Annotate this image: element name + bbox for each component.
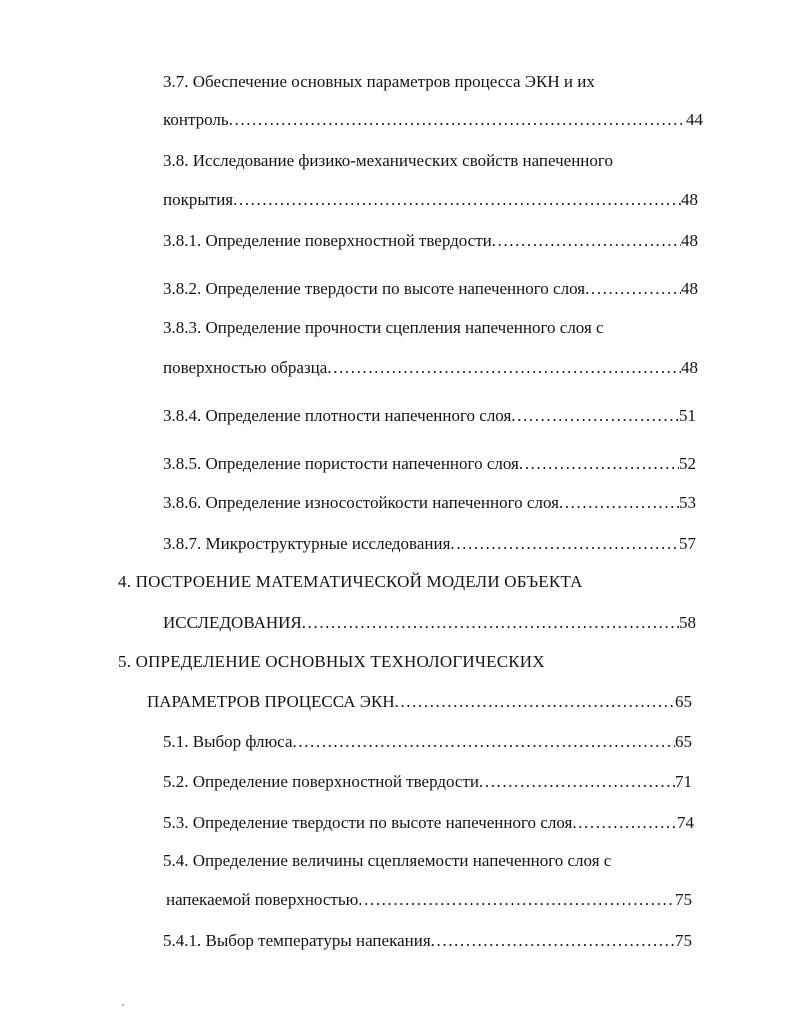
toc-chapter-4[interactable]	[163, 611, 696, 635]
toc-entry-5-2[interactable]	[163, 770, 692, 794]
toc-entry-text: 5.4.1. Выбор температуры напекания	[163, 931, 431, 950]
toc-page-number: 75	[675, 931, 692, 950]
toc-entry-3-8-3[interactable]	[163, 356, 698, 380]
toc-page-number: 71	[675, 772, 692, 791]
toc-entry-5-4-title: 5.4. Определение величины сцепляемости напеченного слоя с	[163, 851, 612, 870]
toc-entry-text: 3.8.4. Определение плотности напеченного слоя	[163, 406, 512, 425]
toc-entry-3-8-title: 3.8. Исследование физико-механических свойств напеченного	[163, 151, 613, 170]
toc-entry-3-8-3-title: 3.8.3. Определение прочности сцепления напеченного слоя с	[163, 318, 604, 337]
toc-entry-text: 5.2. Определение поверхностной твердости	[163, 772, 479, 791]
toc-entry-3-8-1[interactable]	[163, 229, 698, 253]
toc-page-number: 65	[675, 692, 692, 711]
toc-entry-text: напекаемой поверхностью	[166, 890, 359, 909]
toc-chapter-4-title: 4. ПОСТРОЕНИЕ МАТЕМАТИЧЕСКОЙ МОДЕЛИ ОБЪЕКТА	[118, 572, 583, 591]
scan-speck	[122, 1004, 124, 1006]
toc-entry-text: контроль	[163, 110, 229, 129]
dot-leader	[358, 888, 675, 912]
dot-leader	[559, 491, 679, 515]
toc-entry-3-8-4[interactable]	[163, 404, 696, 428]
toc-entry-text: ПАРАМЕТРОВ ПРОЦЕССА ЭКН	[147, 692, 395, 711]
dot-leader	[233, 188, 681, 212]
dot-leader	[572, 811, 677, 835]
toc-entry-3-7[interactable]	[163, 108, 703, 132]
toc-page-number: 51	[679, 406, 696, 425]
dot-leader	[302, 611, 679, 635]
toc-entry-3-7-title: 3.7. Обеспечение основных параметров процесса ЭКН и их	[163, 72, 595, 91]
dot-leader	[292, 730, 675, 754]
dot-leader	[450, 532, 679, 556]
toc-page-number: 65	[675, 732, 692, 751]
toc-page-number: 48	[681, 279, 698, 298]
toc-entry-text: 3.8.1. Определение поверхностной твердости	[163, 231, 492, 250]
toc-page-number: 52	[679, 454, 696, 473]
dot-leader	[479, 770, 675, 794]
dot-leader	[519, 452, 679, 476]
toc-page-number: 74	[677, 813, 694, 832]
toc-page-number: 48	[681, 358, 698, 377]
toc-page-number: 75	[675, 890, 692, 909]
toc-entry-text: 3.8.6. Определение износостойкости напеченного слоя	[163, 493, 559, 512]
toc-entry-text: покрытия	[163, 190, 234, 209]
toc-entry-3-8[interactable]	[163, 188, 698, 212]
toc-page-number: 44	[686, 110, 703, 129]
toc-entry-text: 3.8.2. Определение твердости по высоте напеченного слоя	[163, 279, 586, 298]
toc-entry-text: 5.1. Выбор флюса	[163, 732, 293, 751]
toc-page-number: 57	[679, 534, 696, 553]
toc-entry-5-1[interactable]	[163, 730, 692, 754]
toc-entry-3-8-7[interactable]	[163, 532, 696, 556]
dot-leader	[511, 404, 679, 428]
toc-page-number: 48	[681, 190, 698, 209]
toc-entry-3-8-5[interactable]	[163, 452, 696, 476]
toc-entry-5-4[interactable]	[166, 888, 692, 912]
toc-page-number: 58	[679, 613, 696, 632]
toc-chapter-5-title: 5. ОПРЕДЕЛЕНИЕ ОСНОВНЫХ ТЕХНОЛОГИЧЕСКИХ	[118, 652, 545, 671]
toc-entry-text: 3.8.5. Определение пористости напеченного слоя	[163, 454, 519, 473]
toc-entry-text: поверхностью образца	[163, 358, 328, 377]
toc-chapter-5[interactable]	[147, 690, 692, 714]
toc-entry-3-8-2[interactable]	[163, 277, 698, 301]
dot-leader	[229, 108, 686, 132]
toc-entry-3-8-6[interactable]	[163, 491, 696, 515]
dot-leader	[395, 690, 675, 714]
toc-entry-5-3[interactable]	[163, 811, 694, 835]
toc-page-number: 53	[679, 493, 696, 512]
dot-leader	[431, 929, 675, 953]
dot-leader	[327, 356, 681, 380]
toc-entry-text: 5.3. Определение твердости по высоте напеченного слоя	[163, 813, 573, 832]
toc-entry-5-4-1[interactable]	[163, 929, 692, 953]
toc-page-number: 48	[681, 231, 698, 250]
dot-leader	[585, 277, 681, 301]
toc-entry-text: ИССЛЕДОВАНИЯ	[163, 613, 302, 632]
dot-leader	[492, 229, 681, 253]
toc-entry-text: 3.8.7. Микроструктурные исследования	[163, 534, 451, 553]
